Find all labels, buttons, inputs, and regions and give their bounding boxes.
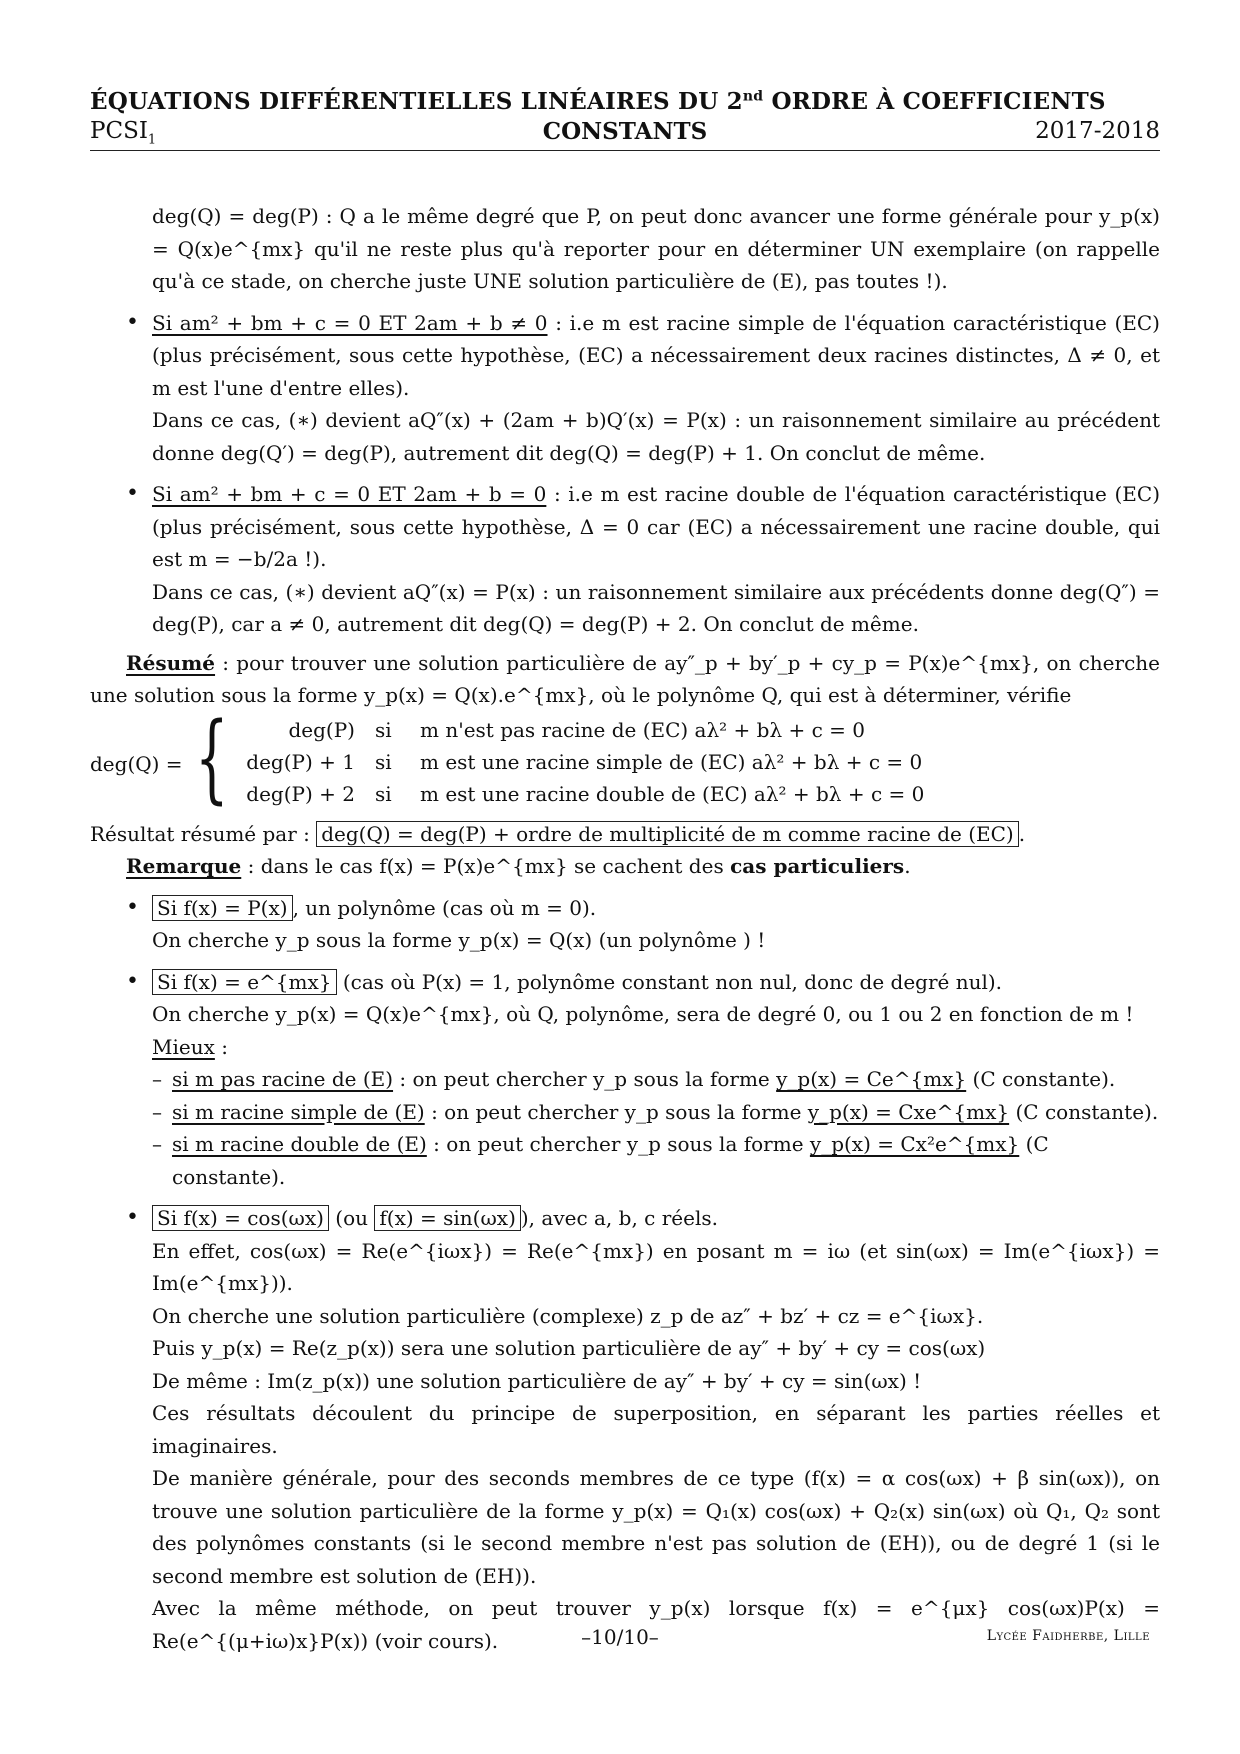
case-polynomial-box: Si f(x) = P(x) (152, 895, 293, 921)
mieux-label: Mieux : (152, 1034, 228, 1059)
system-row: deg(P) + 2 si m est une racine double de (EC) aλ² + bλ + c = 0 (246, 781, 925, 806)
bullet-dot: • (126, 1205, 139, 1230)
page-number: –10/10– (581, 1625, 659, 1649)
class-label: $PCSI_1$ (90, 118, 157, 148)
school-year: 2017-2018 (1035, 118, 1160, 144)
dash-item: – si m pas racine de (E) : on peut chercher y_p sous la forme y_p(x) = Ce^{mx} (C constante). (152, 1067, 1116, 1091)
bullet-simple-root: • Si am² + bm + c = 0 ET 2am + b ≠ 0 : i.e m est racine simple de l'équation caractéristique (EC) (plus précisément, sous cette hypothèse, (EC) a nécessairement deux racines distinctes, Δ ≠ 0, et m est l'une d'entre elles). Dans ce cas, (∗) devient aQ″(x) + (2am + b)Q′(x) = P(x) : un raisonnement similaire au précédent donne deg(Q′) = deg(P), autrement dit deg(Q) = deg(P) + 1. On conclut de même. (90, 307, 1160, 470)
case-exponential-box: Si f(x) = e^{mx} (152, 969, 337, 995)
bullet-dot: • (126, 309, 139, 335)
case-polynomial: • Si f(x) = P(x) , un polynôme (cas où m = 0). On cherche y_p sous la forme y_p(x) = Q(x) (un polynôme ) ! (90, 892, 1160, 957)
resume-label: Résumé (126, 650, 216, 675)
system-lhs: deg(Q) = (90, 751, 183, 776)
main-content (90, 200, 1160, 1657)
bullet-double-root: • Si am² + bm + c = 0 ET 2am + b = 0 : i.e m est racine double de l'équation caractéristique (EC) (plus précisément, sous cette hypothèse, Δ = 0 car (EC) a nécessairement une racine double, qui est m = −b/2a !). Dans ce cas, (∗) devient aQ″(x) = P(x) : un raisonnement similaire aux précédents donne deg(Q″) = deg(P), car a ≠ 0, autrement dit deg(Q) = deg(P) + 2. On conclut de même. (90, 478, 1160, 641)
dash-item: – si m racine simple de (E) : on peut chercher y_p sous la forme y_p(x) = Cxe^{mx} (C constante). (152, 1099, 1159, 1124)
remarque-label: Remarque (126, 854, 242, 878)
result-summary: Résultat résumé par : deg(Q) = deg(P) + ordre de multiplicité de m comme racine de (EC) . (90, 821, 1026, 846)
condition-simple-root: Si am² + bm + c = 0 ET 2am + b ≠ 0 (152, 310, 548, 335)
dash-item: – si m racine double de (E) : on peut chercher y_p sous la forme y_p(x) = Cx²e^{mx} (C constante). (152, 1132, 1049, 1189)
bullet-double-root-detail: Dans ce cas, (∗) devient aQ″(x) = P(x) : un raisonnement similaire aux précédents donne deg(Q″) = deg(P), car a ≠ 0, autrement dit deg(Q) = deg(P) + 2. On conclut de même. (152, 579, 1160, 636)
case-sin-box: f(x) = sin(ωx) (374, 1205, 521, 1231)
school-name: Lycée Faidherbe, Lille (986, 1628, 1150, 1644)
bullet-dot: • (126, 968, 139, 994)
bullet-dot: • (126, 481, 139, 506)
left-brace: { (195, 701, 229, 814)
header-row (90, 118, 1160, 148)
system-row: deg(P) + 1 si m est une racine simple de (EC) aλ² + bλ + c = 0 (246, 749, 923, 774)
document-title: ÉQUATIONS DIFFÉRENTIELLES LINÉAIRES DU 2nd ORDRE À COEFFICIENTS (90, 88, 1106, 115)
bullet-simple-root-detail: Dans ce cas, (∗) devient aQ″(x) + (2am + b)Q′(x) = P(x) : un raisonnement similaire au précédent donne deg(Q′) = deg(P), autrement dit deg(Q) = deg(P) + 1. On conclut de même. (152, 408, 1160, 465)
system-row: deg(P) si m n'est pas racine de (EC) aλ² + bλ + c = 0 (288, 717, 865, 742)
case-trigonometric: • Si f(x) = cos(ωx) (ou f(x) = sin(ωx) ), avec a, b, c réels. En effet, cos(ωx) = Re(e^{iωx}) = Re(e^{mx}) en posant m = iω (et sin(ωx) = Im(e^{iωx}) = Im(e^{mx})). On cherche une solution particulière (complexe) z_p de az″ + bz′ + cz = e^{iωx}. Puis y_p(x) = Re(z_p(x)) sera une solution particulière de ay″ + by′ + cy = cos(ωx) De même : Im(z_p(x)) une solution particulière de ay″ + by′ + cy = sin(ωx) ! Ces résultats découlent du principe de superposition, en séparant les parties réelles et imaginaires. De manière générale, pour des seconds membres de ce type (f(x) = α cos(ωx) + β sin(ωx)), on trouve une solution particulière de la forme y_p(x) = Q₁(x) cos(ωx) + Q₂(x) sin(ωx) où Q₁, Q₂ sont des polynômes constants (si le second membre n'est pas solution de (EH)), ou de degré 1 (si le second membre est solution de (EH)). Avec la même méthode, on peut trouver y_p(x) lorsque f(x) = e^{μx} cos(ωx)P(x) = Re(e^{(μ+iω)x}P(x)) (voir cours). (90, 1202, 1160, 1657)
header-divider (90, 150, 1160, 151)
result-formula-box: deg(Q) = deg(P) + ordre de multiplicité de m comme racine de (EC) (316, 821, 1019, 847)
remarque-paragraph: Remarque : dans le cas f(x) = P(x)e^{mx} se cachent des cas particuliers. (126, 854, 911, 878)
case-cos-box: Si f(x) = cos(ωx) (152, 1205, 329, 1231)
condition-double-root: Si am² + bm + c = 0 ET 2am + b = 0 (152, 482, 547, 506)
title-continuation: CONSTANTS (542, 118, 708, 145)
resume-paragraph: Résumé : pour trouver une solution particulière de ay″_p + by′_p + cy_p = P(x)e^{mx}, on cherche une solution sous la forme y_p(x) = Q(x).e^{mx}, où le polynôme Q, qui est à déterminer, vérifie (90, 650, 1160, 707)
intro-paragraph: deg(Q) = deg(P) : Q a le même degré que P, on peut donc avancer une forme générale pour y_p(x) = Q(x)e^{mx} qu'il ne reste plus qu'à reporter pour en déterminer UN exemplaire (on rappelle qu'à ce stade, on cherche juste UNE solution particulière de (E), pas toutes !). (152, 204, 1160, 293)
bullet-dot: • (126, 894, 139, 920)
case-exponential: • Si f(x) = e^{mx} (cas où P(x) = 1, polynôme constant non nul, donc de degré nul). On cherche y_p(x) = Q(x)e^{mx}, où Q, polynôme, sera de degré 0, ou 1 ou 2 en fonction de m ! Mieux : (90, 966, 1160, 1064)
degree-system (90, 701, 1160, 814)
